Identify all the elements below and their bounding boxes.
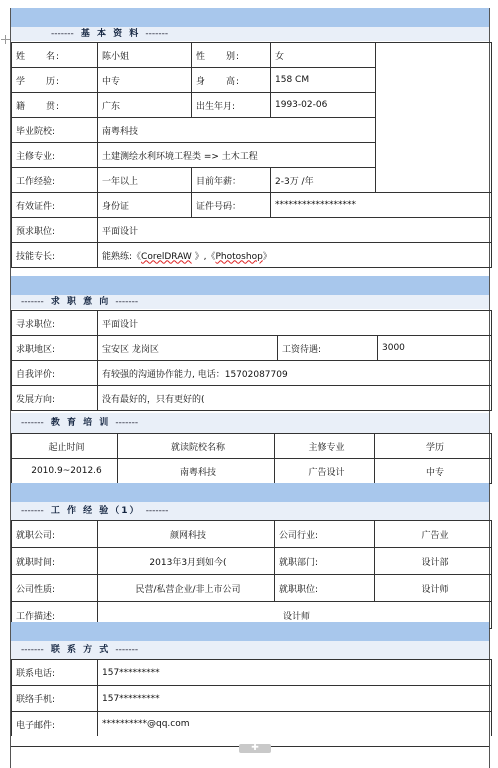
label-pre-position: 预求职位: [12,218,98,243]
edu-major[interactable]: 广告设计 [275,459,375,484]
intent-table [11,310,492,411]
resume-page [10,8,490,768]
label-education: 学 历: [12,68,98,93]
value-company-nature[interactable]: 民营/私营企业/非上市公司 [98,575,275,602]
edu-header-school: 就读院校名称 [118,434,275,459]
label-salary: 目前年薪： [192,168,271,193]
value-origin[interactable]: 广东 [98,93,192,118]
plus-icon: ✚ [251,743,259,753]
work-table [11,520,492,629]
section-title-intent: ------- 求 职 意 向 ------- [11,295,489,309]
label-origin: 籍 贯: [12,93,98,118]
value-salary[interactable]: 2-3万 /年 [271,168,376,193]
value-work-desc[interactable]: 设计师 [98,602,492,629]
edu-header-period: 起止时间 [12,434,118,459]
edu-degree[interactable]: 中专 [375,459,492,484]
section-title-basic: ------- 基 本 资 料 ------- [11,27,489,41]
label-id: 有效证件: [12,193,98,218]
edu-header-degree: 学历 [375,434,492,459]
section-band [11,622,489,641]
label-school: 毕业院校: [12,118,98,143]
photo-cell [376,43,492,193]
label-major: 主修专业: [12,143,98,168]
label-seek-position: 寻求职位: [12,311,98,336]
label-dept: 就职部门: [275,548,375,575]
value-seek-area[interactable]: 宝安区 龙岗区 [98,336,278,361]
value-birth[interactable]: 1993-02-06 [271,93,376,118]
label-email: 电子邮件: [12,712,98,737]
label-id-number: 证件号码： [192,193,271,218]
label-skill: 技能专长: [12,243,98,268]
label-seek-area: 求职地区: [12,336,98,361]
value-dept[interactable]: 设计部 [375,548,492,575]
section-band [11,276,489,295]
value-phone[interactable]: 157********* [98,660,492,686]
value-experience[interactable]: 一年以上 [98,168,192,193]
label-role: 就职职位: [275,575,375,602]
value-email[interactable]: **********@qq.com [98,712,492,737]
edu-header-major: 主修专业 [275,434,375,459]
label-phone: 联系电话: [12,660,98,686]
edu-period[interactable]: 2010.9~2012.6 [12,459,118,484]
label-name: 姓 名: [12,43,98,68]
value-pre-position[interactable]: 平面设计 [98,218,492,243]
section-band [11,483,489,502]
value-school[interactable]: 南粤科技 [98,118,376,143]
label-work-time: 就职时间: [12,548,98,575]
section-title-contact: ------- 联 系 方 式 ------- [11,641,489,659]
value-mobile[interactable]: 157********* [98,686,492,712]
value-education[interactable]: 中专 [98,68,192,93]
value-company[interactable]: 颜网科技 [98,521,275,548]
value-name[interactable]: 陈小姐 [98,43,192,68]
value-pay[interactable]: 3000 [378,336,492,361]
value-height[interactable]: 158 CM [271,68,376,93]
value-industry[interactable]: 广告业 [375,521,492,548]
label-industry: 公司行业: [275,521,375,548]
label-birth: 出生年月: [192,93,271,118]
label-self-eval: 自我评价: [12,361,98,386]
label-mobile: 联络手机: [12,686,98,712]
value-id[interactable]: 身份证 [98,193,192,218]
value-id-number[interactable]: ****************** [271,193,492,218]
value-self-eval[interactable]: 有较强的沟通协作能力, 电话：15702087709 [98,361,492,386]
label-company-nature: 公司性质: [12,575,98,602]
label-work-desc: 工作描述: [12,602,98,629]
value-seek-position[interactable]: 平面设计 [98,311,492,336]
section-title-education: ------- 教 育 培 训 ------- [11,413,489,433]
value-direction[interactable]: 没有最好的，只有更好的( [98,386,492,411]
label-direction: 发展方向: [12,386,98,411]
label-experience: 工作经验: [12,168,98,193]
basic-info-table [11,42,492,268]
label-company: 就职公司: [12,521,98,548]
section-title-work: ------- 工 作 经 验（1） ------- [11,502,489,520]
edu-school[interactable]: 南粤科技 [118,459,275,484]
page-corner-marker [1,35,10,44]
value-role[interactable]: 设计师 [375,575,492,602]
label-pay: 工资待遇: [278,336,378,361]
education-table [11,433,492,484]
section-band [11,8,489,27]
label-height: 身 高: [192,68,271,93]
value-gender[interactable]: 女 [271,43,376,68]
contact-table [11,659,492,736]
value-skill[interactable]: 能熟练:《CorelDRAW 》,《Photoshop》 [98,243,492,268]
value-work-time[interactable]: 2013年3月到如今( [98,548,275,575]
label-gender: 性 别: [192,43,271,68]
page-expand-handle[interactable] [239,744,271,753]
value-major[interactable]: 土建测绘水利环境工程类 => 土木工程 [98,143,376,168]
